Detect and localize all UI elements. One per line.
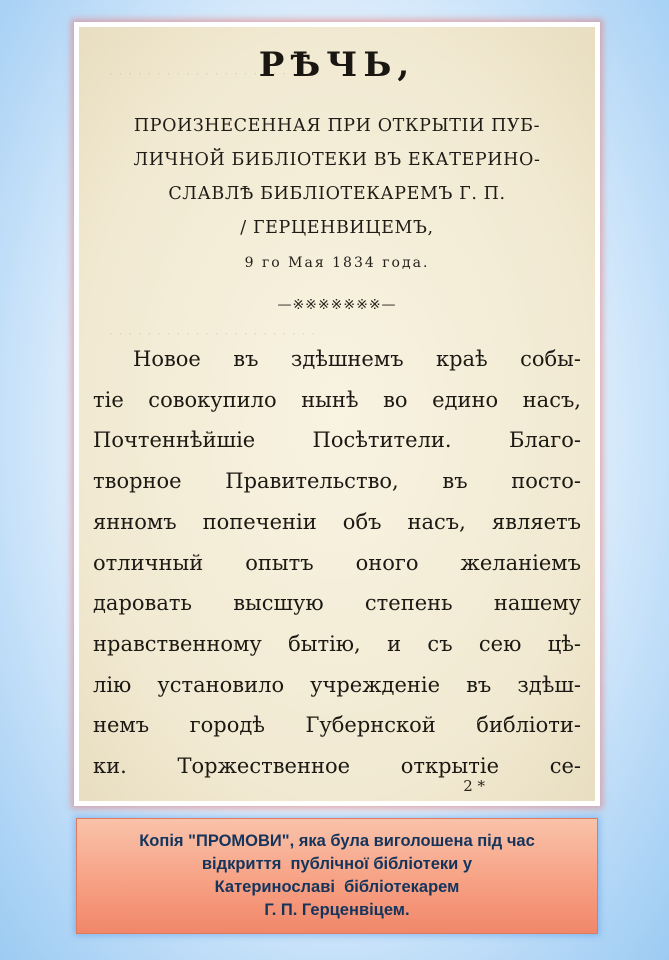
subtitle-line: / ГЕРЦЕНВИЦЕМЪ,	[240, 218, 434, 238]
caption-box	[76, 818, 598, 934]
document-title: РѢЧЬ,	[258, 45, 416, 85]
ornament-divider: —※※※※※※※—	[277, 297, 397, 313]
caption-line: відкриття публічної бібліотеки у	[201, 855, 473, 873]
body-line: янномъ попеченіи объ насъ, являетъ	[93, 509, 581, 534]
paper-texture: · · · · · · · · · · · · · · · · · · · · · ·	[109, 67, 317, 81]
document-date: 9 го Мая 1834 года.	[244, 255, 430, 271]
body-line: нравственному бытію, и съ сею цѣ-	[93, 631, 581, 656]
subtitle-line: ПРОИЗНЕСЕННАЯ ПРИ ОТКРЫТІИ ПУБ-	[133, 116, 541, 136]
body-line: даровать высшую степень нашему	[93, 591, 581, 616]
subtitle-line: СЛАВЛѢ БИБЛІОТЕКАРЕМЪ Г. П.	[168, 184, 506, 204]
caption-text	[139, 830, 535, 922]
body-line: лію установило учрежденіе въ здѣш-	[93, 672, 581, 697]
body-line: творное Правительство, въ посто-	[93, 469, 581, 494]
body-line: немъ городѣ Губернской библіоти-	[93, 713, 581, 738]
body-line: Почтеннѣйшіе Посѣтители. Благо-	[93, 428, 581, 453]
caption-line: Катеринославі бібліотекарем	[214, 878, 460, 896]
body-line: ки. Торжественное открытіе се-	[93, 754, 581, 779]
page-number: 2 *	[463, 777, 485, 795]
body-line: отличный опытъ оного желаніемъ	[93, 550, 581, 575]
document-scan	[79, 27, 595, 801]
document-scan-frame	[74, 22, 600, 806]
subtitle-line: ЛИЧНОЙ БИБЛІОТЕКИ ВЪ ЕКАТЕРИНО-	[133, 150, 541, 170]
caption-line: Г. П. Герценвіцем.	[264, 901, 410, 919]
body-line: Новое въ здѣшнемъ краѣ собы-	[133, 347, 581, 371]
caption-line: Копія "ПРОМОВИ", яка була виголошена під час	[139, 832, 535, 850]
document-subtitle	[89, 109, 585, 245]
document-body	[93, 339, 581, 787]
paper-texture: · · · · · · · · · · · · · · · · · · · · · ·	[109, 327, 317, 341]
body-line: тіе совокупило нынѣ во едино насъ,	[93, 387, 581, 412]
